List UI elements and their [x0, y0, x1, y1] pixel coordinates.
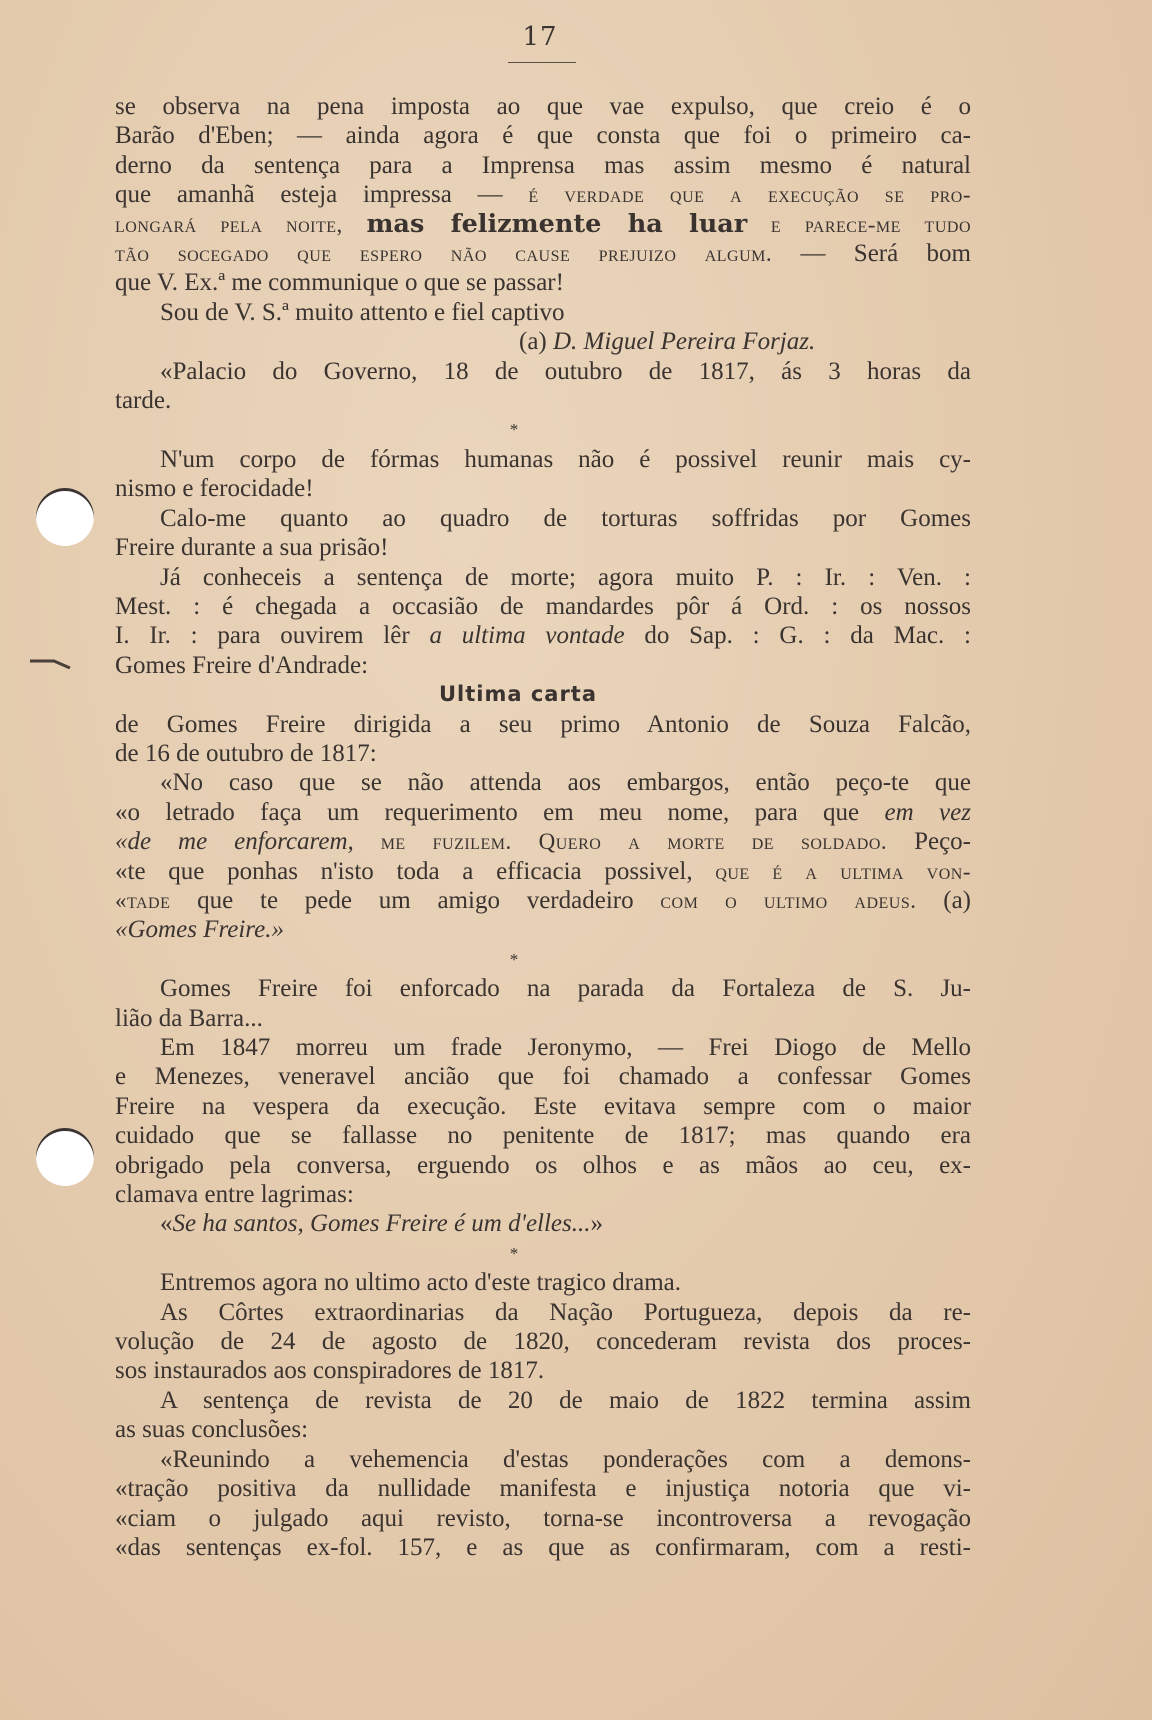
text-line — [115, 857, 971, 886]
text-segment: I. Ir. : para ouvirem lêr — [115, 622, 430, 650]
text-segment: Barão d'Eben; — ainda agora é que consta que foi o primeiro ca- — [115, 122, 971, 150]
text-segment: «das sentenças ex-fol. 157, e as que as confirmaram, com a resti- — [115, 1533, 971, 1561]
text-line — [115, 1533, 971, 1562]
text-segment: do Sap. : G. : da Mac. : — [624, 622, 971, 650]
text-segment: que te pede um amigo verdadeiro — [170, 886, 661, 914]
text-segment: volução de 24 de agosto de 1820, concederam revista dos proces- — [115, 1328, 971, 1356]
text-line — [115, 1004, 971, 1033]
text-line — [115, 1386, 971, 1415]
binding-hole-top — [36, 488, 94, 546]
text-segment: Já conheceis a sentença de morte; agora muito P. : Ir. : Ven. : — [160, 563, 971, 591]
text-line — [115, 445, 971, 474]
text-line — [115, 1415, 971, 1444]
text-segment: lião da Barra... — [115, 1004, 263, 1032]
text-segment: sos instaurados aos conspiradores de 1817. — [115, 1357, 545, 1385]
text-segment: » — [590, 1210, 604, 1238]
text-segment: D. Miguel Pereira Forjaz. — [553, 328, 816, 356]
section-asterism: * — [509, 420, 519, 440]
text-segment: Freire durante a sua prisão! — [115, 534, 389, 562]
text-segment: é verdade que a execução se pro- — [528, 182, 971, 208]
text-segment: Se ha santos, Gomes Freire é um d'elles... — [172, 1210, 591, 1238]
text-line — [115, 1062, 971, 1091]
text-line — [115, 1327, 971, 1356]
text-segment: as suas conclusões: — [115, 1416, 309, 1444]
section-heading: Ultima carta — [438, 682, 598, 707]
text-line — [115, 827, 971, 856]
text-segment: me fuzilem. Quero a morte de soldado. — [353, 829, 888, 855]
text-line — [115, 327, 971, 356]
text-line — [115, 1033, 971, 1062]
text-segment: longará pela noite, — [115, 211, 367, 237]
text-segment: «tade — [115, 887, 171, 913]
page-number-rule — [508, 62, 576, 63]
ink-smudge-mark — [28, 655, 72, 669]
text-line — [115, 151, 971, 180]
text-segment: Calo-me quanto ao quadro de torturas soffridas por Gomes — [160, 504, 971, 532]
text-segment: Em 1847 morreu um frade Jeronymo, — Frei Diogo de Mello — [160, 1034, 971, 1061]
text-segment: «No caso que se não attenda aos embargos, então peço-te que — [160, 769, 971, 797]
text-line — [115, 974, 971, 1003]
text-segment: — Será bom — [772, 240, 971, 268]
text-line — [115, 1121, 971, 1150]
text-line — [115, 92, 971, 121]
text-segment: e parece-me tudo — [747, 211, 971, 237]
section-asterism: * — [509, 1243, 519, 1263]
text-line — [115, 739, 971, 768]
text-segment: mas felizmente ha luar — [366, 208, 748, 239]
text-segment: e Menezes, veneravel ancião que foi chamado a confessar Gomes — [115, 1063, 971, 1091]
text-segment: que amanhã esteja impressa — — [115, 181, 529, 209]
text-segment: em vez — [884, 798, 971, 826]
text-segment: nismo e ferocidade! — [115, 475, 314, 503]
text-line — [115, 1504, 971, 1533]
text-segment: cuidado que se fallasse no penitente de 1817; mas quando era — [115, 1122, 971, 1150]
text-segment: « — [160, 1210, 173, 1238]
text-line — [115, 710, 971, 739]
text-segment: «Gomes Freire.» — [115, 916, 284, 944]
text-segment: (a) — [519, 328, 553, 356]
text-line — [115, 268, 971, 297]
text-segment: tão socegado que espero não cause prejuizo algum. — [115, 241, 773, 267]
text-line — [115, 1356, 971, 1385]
text-line — [115, 386, 971, 415]
text-line — [115, 239, 971, 268]
text-line — [115, 886, 971, 915]
text-segment: com o ultimo adeus. — [660, 887, 917, 913]
text-line — [115, 563, 971, 592]
text-line — [115, 121, 971, 150]
text-line — [115, 1209, 971, 1238]
text-line — [115, 474, 971, 503]
text-segment: «de me enforcarem, — [115, 828, 354, 856]
text-segment: Mest. : é chegada a occasião de mandardes pôr á Ord. : os nossos — [115, 592, 971, 620]
text-line — [115, 915, 971, 944]
binding-hole-bottom — [36, 1128, 94, 1186]
text-line — [115, 210, 971, 239]
text-segment: de 16 de outubro de 1817: — [115, 739, 377, 767]
text-segment: «te que ponhas n'isto toda a efficacia possivel, — [115, 857, 716, 885]
text-line — [115, 798, 971, 827]
text-segment: de Gomes Freire dirigida a seu primo Antonio de Souza Falcão, — [115, 710, 971, 738]
text-segment: a ultima vontade — [429, 622, 625, 650]
text-line — [115, 1474, 971, 1503]
text-segment: «tração positiva da nullidade manifesta e injustiça notoria que vi- — [115, 1475, 971, 1503]
text-line — [115, 768, 971, 797]
text-line — [115, 1092, 971, 1121]
text-line — [115, 651, 971, 680]
section-asterism: * — [509, 949, 519, 969]
text-segment: «o letrado faça um requerimento em meu nome, para que — [115, 798, 885, 826]
text-line — [115, 592, 971, 621]
text-line — [115, 621, 971, 650]
text-segment: tarde. — [115, 387, 172, 415]
text-segment: N'um corpo de fórmas humanas não é possivel reunir mais cy- — [160, 445, 971, 473]
text-line — [115, 1180, 971, 1209]
text-line — [115, 1151, 971, 1180]
text-line — [115, 357, 971, 386]
page-number: 17 — [522, 22, 558, 52]
text-segment: Entremos agora no ultimo acto d'este tragico drama. — [160, 1269, 681, 1297]
text-segment: (a) — [916, 886, 971, 914]
text-line — [115, 504, 971, 533]
text-line — [115, 1298, 971, 1327]
text-segment: se observa na pena imposta ao que vae expulso, que creio é o — [115, 93, 971, 120]
text-segment: Peço- — [887, 828, 972, 856]
text-segment: Gomes Freire d'Andrade: — [115, 651, 369, 679]
text-segment: Sou de V. S.ª muito attento e fiel captivo — [160, 298, 565, 326]
text-segment: Freire na vespera da execução. Este evitava sempre com o maior — [115, 1092, 971, 1120]
text-segment: que V. Ex.ª me communique o que se passar! — [115, 269, 564, 297]
text-segment: «Reunindo a vehemencia d'estas ponderações com a demons- — [160, 1445, 971, 1473]
text-segment: derno da sentença para a Imprensa mas assim mesmo é natural — [115, 151, 971, 179]
text-line — [115, 298, 971, 327]
text-line — [115, 533, 971, 562]
text-segment: A sentença de revista de 20 de maio de 1822 termina assim — [160, 1386, 971, 1414]
text-segment: Gomes Freire foi enforcado na parada da Fortaleza de S. Ju- — [160, 975, 971, 1003]
text-segment: «Palacio do Governo, 18 de outubro de 1817, ás 3 horas da — [160, 357, 971, 385]
text-line — [115, 180, 971, 209]
text-line — [115, 1445, 971, 1474]
text-line — [115, 1268, 971, 1297]
text-segment: As Côrtes extraordinarias da Nação Portugueza, depois da re- — [160, 1298, 971, 1326]
text-segment: obrigado pela conversa, erguendo os olhos e as mãos ao ceu, ex- — [115, 1151, 971, 1179]
text-segment: que é a ultima von- — [715, 858, 971, 884]
text-segment: «ciam o julgado aqui revisto, torna-se incontroversa a revogação — [115, 1504, 971, 1532]
page-body-text — [115, 92, 971, 1562]
text-segment: clamava entre lagrimas: — [115, 1181, 354, 1209]
